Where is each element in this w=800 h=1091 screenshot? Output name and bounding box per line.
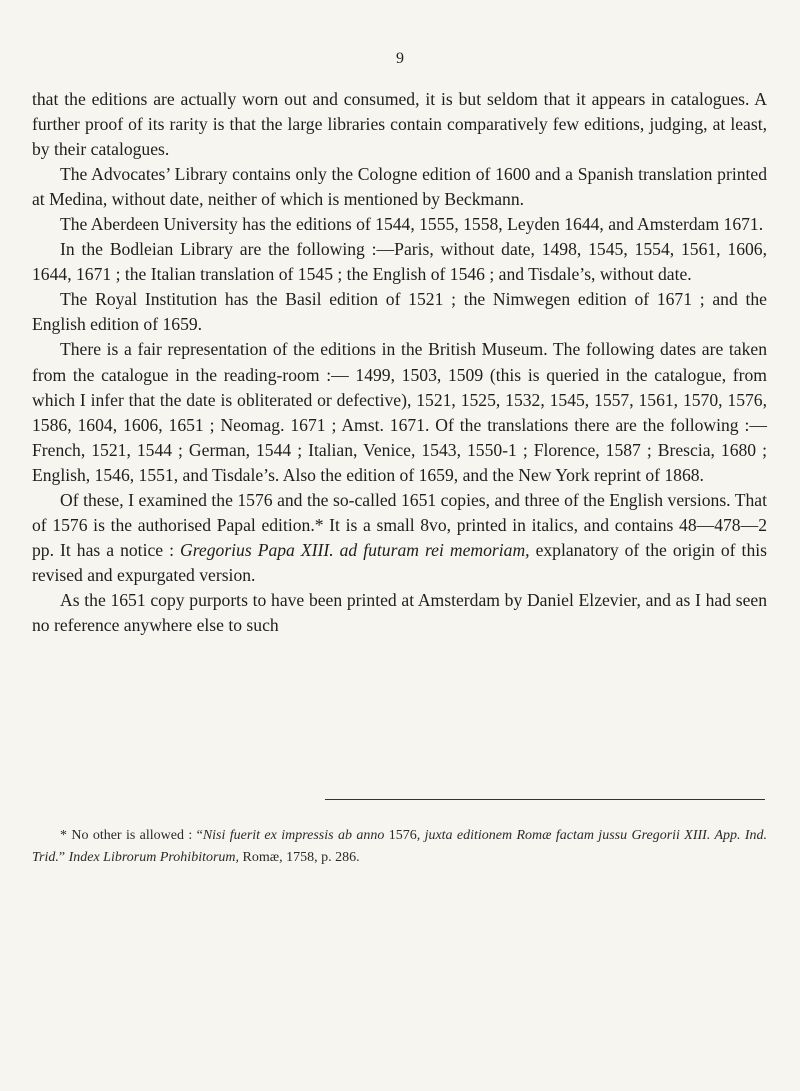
- footnote-italic-2: juxta editionem Romæ factam jussu Gregorii XIII. App. Ind. Trid.: [32, 828, 768, 865]
- page-number: 9: [396, 50, 404, 67]
- footnote-marker: * No other is allowed : “: [60, 828, 203, 843]
- paragraph-2: The Advocates’ Library contains only the Cologne edition of 1600 and a Spanish translation printed at Medina, without date, neither of which is mentioned by Beckmann.: [32, 164, 767, 210]
- paragraph-7-text-start: Of these, I examined the 1576 and the so-called 1651 copies, and three of the English versions. That of 1576 is the authorised Papal edition.* It is a small 8vo, printed in italics, and contains 48—478—2 pp. It has a notice :: [32, 489, 767, 560]
- paragraph-3: The Aberdeen University has the editions of 1544, 1555, 1558, Leyden 1644, and Amsterdam 1671.: [60, 214, 764, 235]
- paragraph-6: There is a fair representation of the editions in the British Museum. The following dates are taken from the catalogue in the reading-room :— 1499, 1503, 1509 (this is queried in the catalogue, from which I infer that the date is obliterated or defective), 1521, 1525, 1532, 1545, 1557, 1561, 1570, 1576, 1586, 1604, 1606, 1651 ; Neomag. 1671 ; Amst. 1671. Of the translations there are the following :—French, 1521, 1544 ; German, 1544 ; Italian, Venice, 1543, 1550-1 ; Florence, 1587 ; Brescia, 1680 ; English, 1546, 1551, and Tisdale’s. Also the edition of 1659, and the New York reprint of 1868.: [32, 339, 767, 485]
- paragraph-7: [32, 488, 767, 588]
- paragraph-7-text-end: explanatory of the origin of this revised and expurgated version.: [32, 539, 767, 585]
- footnote-italic-1: Nisi fuerit ex impressis ab anno: [202, 828, 385, 843]
- main-text: [32, 87, 767, 638]
- paragraph-8: As the 1651 copy purports to have been printed at Amsterdam by Daniel Elzevier, and as I had seen no reference anywhere else to such: [32, 589, 767, 635]
- paragraph-1: that the editions are actually worn out and consumed, it is but seldom that it appears in catalogues. A further proof of its rarity is that the large libraries contain comparatively few editions, judging, at least, by their catalogues.: [32, 89, 767, 160]
- footnote-italic-3: Index Librorum Prohibitorum,: [68, 850, 240, 865]
- footnote-close-quote: ”: [58, 850, 69, 865]
- footnote: [32, 825, 767, 869]
- footnote-year: 1576,: [384, 828, 425, 843]
- footnote-divider: [325, 799, 765, 800]
- paragraph-7-italic-title: Gregorius Papa XIII. ad futuram rei memoriam,: [180, 539, 530, 560]
- footnote-tail: Romæ, 1758, p. 286.: [239, 850, 360, 865]
- paragraph-4: In the Bodleian Library are the following :—Paris, without date, 1498, 1545, 1554, 1561, 1606, 1644, 1671 ; the Italian translation of 1545 ; the English of 1546 ; and Tisdale’s, without date.: [32, 239, 767, 285]
- paragraph-5: The Royal Institution has the Basil edition of 1521 ; the Nimwegen edition of 1671 ; and the English edition of 1659.: [32, 289, 767, 335]
